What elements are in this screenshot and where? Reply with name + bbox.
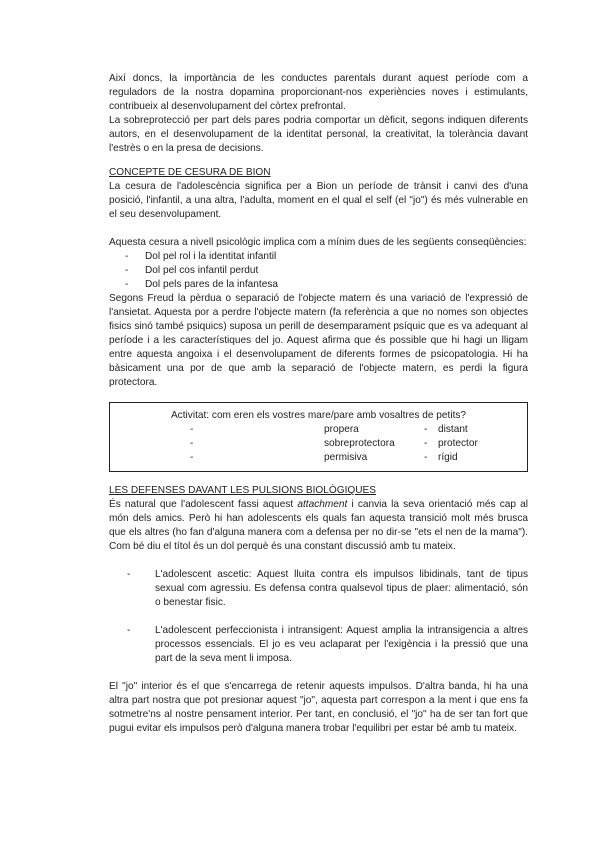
conclusion-paragraph: El "jo" interior és el que s'encarrega de retenir aquests impulsos. D'altra banda, hi ha una altra part nostra que pot presionar aquest "jo", aquesta part correspon a la ment i que ens fa sotmetre'ns al nostre pensament interior. Per tant, en conclusió, el "jo" ha de ser tan fort que pugui evitar els impulsos però d'alguna manera trobar l'equilibri per estar bé amb tu mateix.	[109, 681, 528, 734]
section-heading-bion: CONCEPTE DE CESURA DE BION	[109, 167, 271, 178]
activity-question: Activitat: com eren els vostres mare/pare amb vosaltres de petits?	[170, 410, 467, 421]
option-right: protector	[438, 438, 478, 449]
bion-paragraph-2: Aquesta cesura a nivell psicològic implica com a mínim dues de les següents conseqüències:	[109, 237, 527, 248]
option-dash: -	[190, 452, 194, 463]
intro-paragraph-1: Així doncs, la importància de les conductes parentals durant aquest període com a reguladors de la nostra dopamina proporcionant-nos experiències noves i estimulants, contribueix al desenvolupament del còrtex prefrontal.	[109, 73, 528, 112]
list-item: - Dol pels pares de la infantesa	[125, 278, 528, 292]
list-item: - L'adolescent perfeccionista i intransigent: Aquest amplia la intransigencia a altres processos essencials. El jo es veu aclaparat per l'exigència i la pressió que una part de la seva ment li imposa.	[155, 624, 528, 666]
list-item: - Dol pel rol i la identitat infantil	[125, 250, 528, 264]
option-left: permisiva	[324, 452, 368, 463]
option-dash: -	[424, 452, 428, 463]
list-item: - Dol pel cos infantil perdut	[125, 264, 528, 278]
intro-paragraph-2: La sobreprotecció per part dels pares podria comportar un dèficit, segons indiquen diferents autors, en el desenvolupament de la identitat personal, la creativitat, la tolerància davant l'estrès o en la presa de decisions.	[109, 115, 528, 154]
defenses-list	[109, 568, 528, 666]
option-left: sobreprotectora	[324, 438, 395, 449]
activity-box	[109, 402, 528, 472]
activity-options	[190, 423, 517, 465]
defenses-paragraph-1: És natural que l'adolescent fassi aquest attachment i canvia la seva orientació més cap al món dels amics. Però hi han adolescents els quals fan aquesta transició molt més brusca que els altres (ho fan d'alguna manera com a defensa per no dir-se "ets el nen de la mama"). Com bé diu el títol és un dol perquè és una constant discussió amb tu mateix.	[109, 499, 528, 552]
option-right: rígid	[438, 452, 458, 463]
option-left: propera	[324, 424, 359, 435]
option-dash: -	[424, 438, 428, 449]
consequences-list	[109, 250, 528, 292]
option-dash: -	[190, 438, 194, 449]
bion-paragraph-1: La cesura de l'adolescència significa per a Bion un període de trànsit i canvi des d'una posició, l'infantil, a una altra, l'adulta, moment en el qual el self (el "jo") és més vulnerable en el seu desenvolupament.	[109, 181, 528, 220]
freud-paragraph: Segons Freud la pèrdua o separació de l'objecte matern és una variació de l'expressió de l'ansietat. Aquesta por a perdre l'objecte matern (fa referència a que no nomes son objectes fisics sinó també psiquics) suposa un perill de desemparament psíquic que es va adequant al període i a les característiques del jo. Aquest afirma que és possible que hi hagi un lligam entre aquesta angoixa i el desenvolupament de diferents formes de psicopatologia. Hi ha bàsicament una por de que amb la separació de l'objecte matern, es perdi la figura protectora.	[109, 293, 528, 388]
option-right: distant	[438, 424, 468, 435]
list-item: - L'adolescent ascetic: Aquest lluita contra els impulsos libidinals, tant de tipus sexual com agressiu. Es defensa contra qualsevol tipus de plaer: alimentació, són o benestar fisic.	[155, 568, 528, 610]
section-heading-defenses: LES DEFENSES DAVANT LES PULSIONS BIOLÒGIQUES	[109, 485, 377, 496]
option-dash: -	[424, 424, 428, 435]
option-dash: -	[190, 424, 194, 435]
document-body	[109, 72, 528, 736]
